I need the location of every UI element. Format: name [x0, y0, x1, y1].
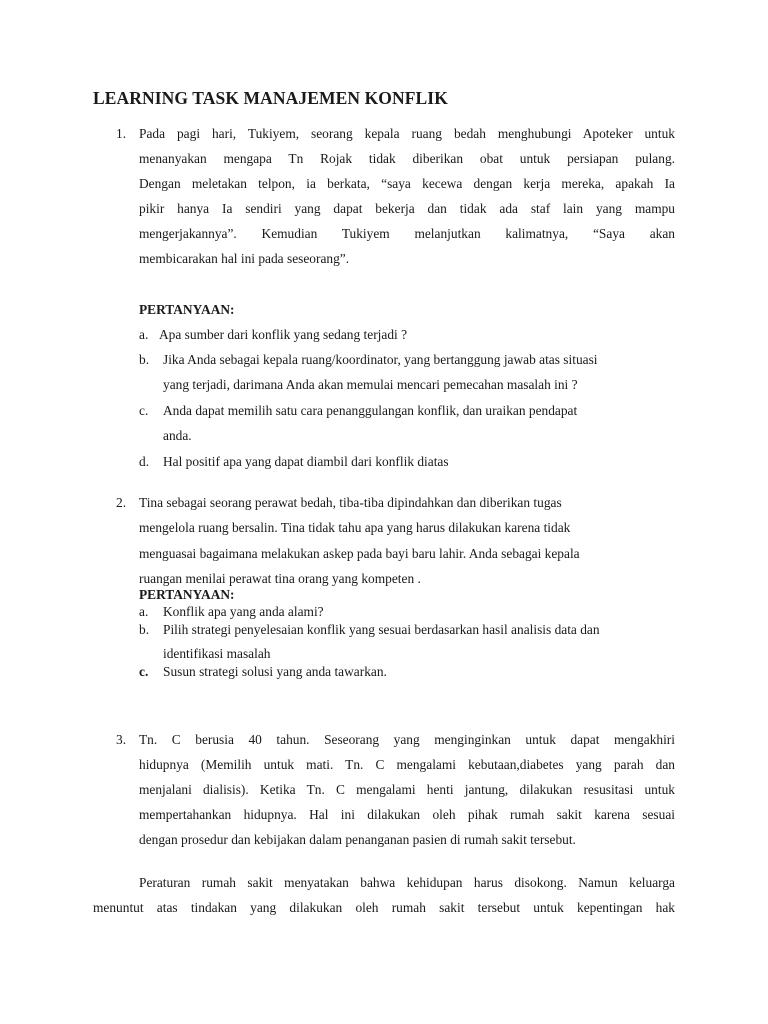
q1-item-b-letter: b.: [139, 352, 150, 367]
q1-number: 1.: [116, 126, 127, 141]
q2-item-a-letter: a.: [139, 604, 149, 619]
q1-item-b-text: Jika Anda sebagai kepala ruang/koordinator, yang bertanggung jawab atas situasi: [163, 352, 598, 367]
q2-item-a-text: Konflik apa yang anda alami?: [163, 604, 324, 619]
q2-item-b-text: Pilih strategi penyelesaian konflik yang sesuai berdasarkan hasil analisis data dan: [163, 622, 600, 637]
q3-line-5: dengan prosedur dan kebijakan dalam penanganan pasien di rumah sakit tersebut.: [139, 832, 576, 847]
q1-line-2: menanyakan mengapa Tn Rojak tidak diberikan obat untuk persiapan pulang.: [139, 151, 675, 166]
q1-item-a-text: Apa sumber dari konflik yang sedang terjadi ?: [159, 327, 408, 342]
q1-line-5: mengerjakannya”. Kemudian Tukiyem melanjutkan kalimatnya, “Saya akan: [139, 226, 675, 241]
q1-item-b-text-cont: yang terjadi, darimana Anda akan memulai mencari pemecahan masalah ini ?: [163, 377, 578, 392]
q3-para2-line-2: menuntut atas tindakan yang dilakukan oleh rumah sakit tersebut untuk kepentingan hak: [93, 900, 675, 915]
q1-line-4: pikir hanya Ia sendiri yang dapat bekerja dan tidak ada staf lain yang mampu: [139, 201, 675, 216]
q2-item-b-letter: b.: [139, 622, 150, 637]
q3-para2-line-1: Peraturan rumah sakit menyatakan bahwa kehidupan harus disokong. Namun keluarga: [139, 875, 675, 890]
q3-line-3: menjalani dialisis). Ketika Tn. C mengalami henti jantung, dilakukan resusitasi untuk: [139, 782, 675, 797]
q1-line-3: Dengan meletakan telpon, ia berkata, “saya kecewa dengan kerja mereka, apakah Ia: [139, 176, 675, 191]
q2-line-1: Tina sebagai seorang perawat bedah, tiba-tiba dipindahkan dan diberikan tugas: [139, 495, 562, 510]
q3-line-2: hidupnya (Memilih untuk mati. Tn. C mengalami kebutaan,diabetes yang parah dan: [139, 757, 675, 772]
q2-item-b-text-cont: identifikasi masalah: [163, 646, 271, 661]
q2-item-c-letter: c.: [139, 664, 149, 679]
q1-item-c-text-cont: anda.: [163, 428, 192, 443]
q2-questions-heading: PERTANYAAN:: [139, 587, 235, 602]
q2-line-4: ruangan menilai perawat tina orang yang kompeten .: [139, 571, 421, 586]
q1-line-6: membicarakan hal ini pada seseorang”.: [139, 251, 350, 266]
q1-item-c-text: Anda dapat memilih satu cara penanggulangan konflik, dan uraikan pendapat: [163, 403, 578, 418]
q1-item-a-letter: a.: [139, 327, 149, 342]
q1-item-d-letter: d.: [139, 454, 150, 469]
q1-item-c-letter: c.: [139, 403, 149, 418]
q2-line-2: mengelola ruang bersalin. Tina tidak tahu apa yang harus dilakukan karena tidak: [139, 520, 571, 535]
q1-questions-heading: PERTANYAAN:: [139, 302, 235, 317]
page-title: LEARNING TASK MANAJEMEN KONFLIK: [93, 88, 448, 108]
q1-line-1: Pada pagi hari, Tukiyem, seorang kepala ruang bedah menghubungi Apoteker untuk: [139, 126, 675, 141]
q3-line-4: mempertahankan hidupnya. Hal ini dilakukan oleh pihak rumah sakit karena sesuai: [139, 807, 675, 822]
q1-item-d-text: Hal positif apa yang dapat diambil dari konflik diatas: [163, 454, 449, 469]
q3-line-1: Tn. C berusia 40 tahun. Seseorang yang menginginkan untuk dapat mengakhiri: [139, 732, 675, 747]
q2-line-3: menguasai bagaimana melakukan askep pada bayi baru lahir. Anda sebagai kepala: [139, 546, 580, 561]
q2-item-c-text: Susun strategi solusi yang anda tawarkan.: [163, 664, 387, 679]
q3-number: 3.: [116, 732, 127, 747]
q2-number: 2.: [116, 495, 127, 510]
